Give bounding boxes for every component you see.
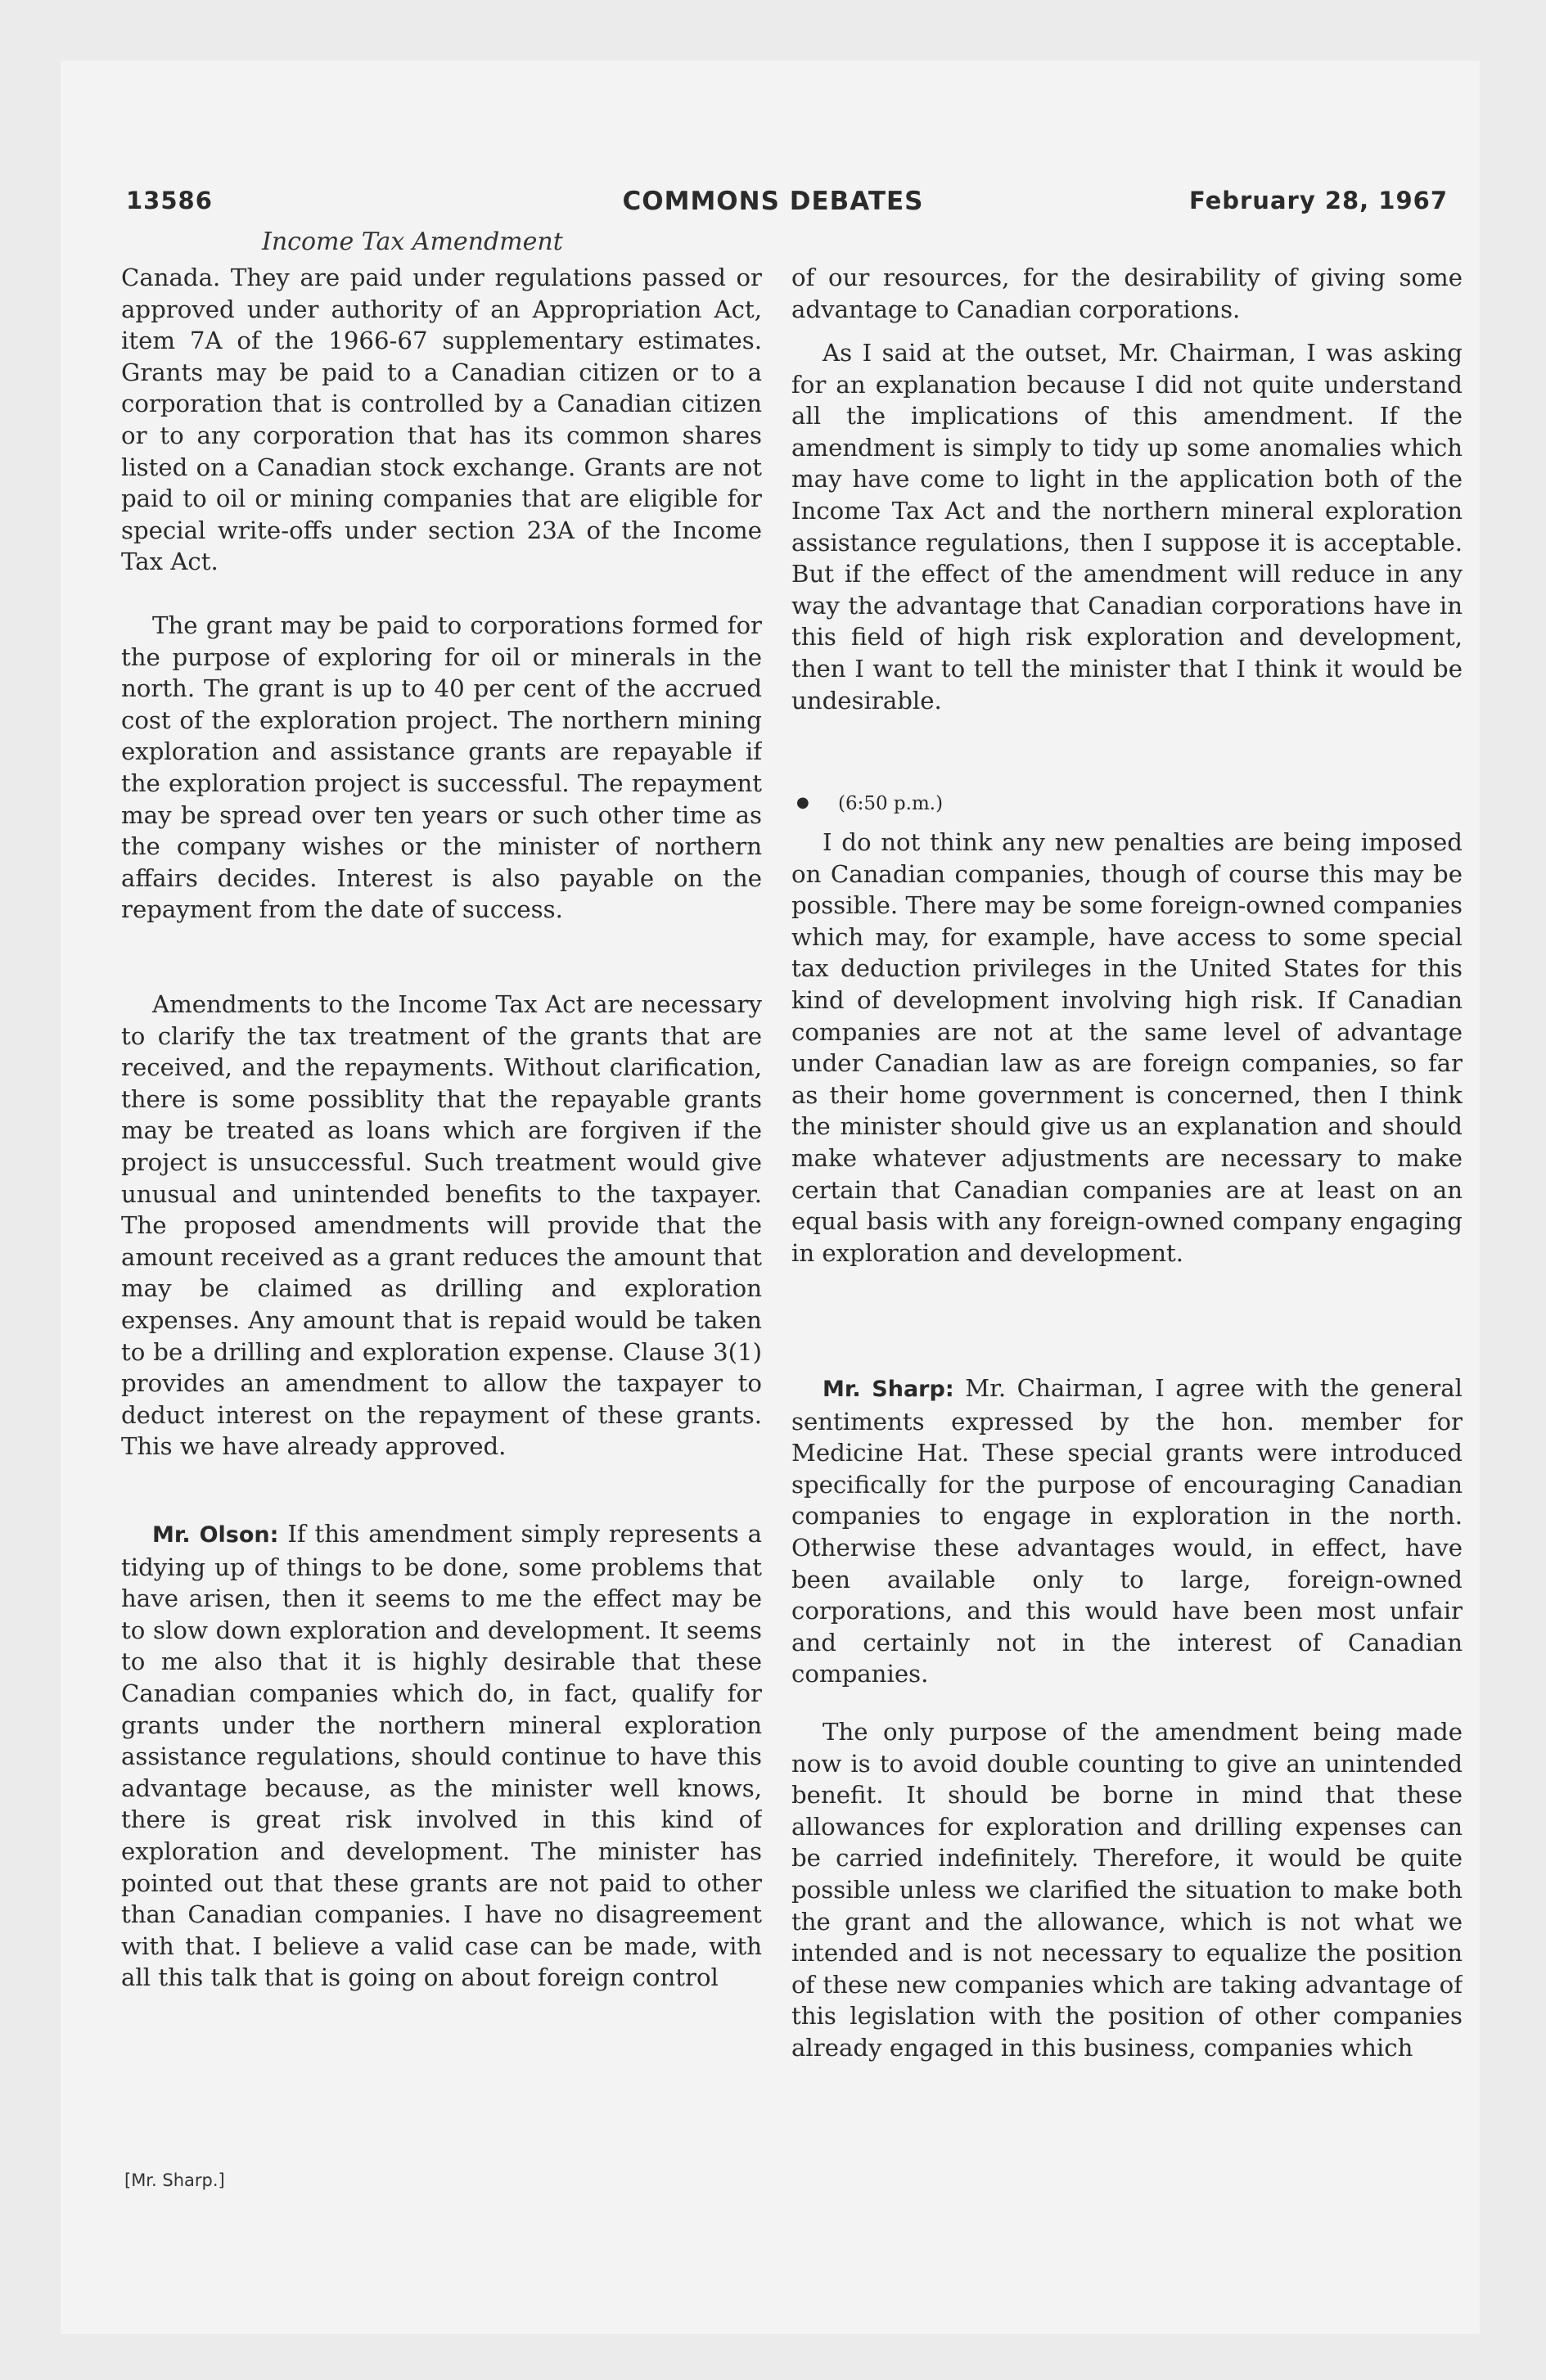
left-column [121,262,762,2161]
paragraph: The grant may be paid to corporations formed for the purpose of exploring for oil or minerals in the north. The grant is up to 40 per cent of the accrued cost of the exploration project. The northern mining exploration and assistance grants are repayable if the exploration project is successful. The repayment may be spread over ten years or such other time as the company wishes or the minister of northern affairs decides. Interest is also payable on the repayment from the date of success. [121,611,762,924]
speaker-name: Mr. Olson: [152,1522,279,1548]
bullet-icon: ● [796,793,809,811]
paragraph: of our resources, for the desirability of giving some advantage to Canadian corporations. [791,264,1463,323]
speech-text: If this amendment simply represents a tidying up of things to be done, some problems that have arisen, then it seems to me the effect may be to slow down exploration and development. It seems to me also that it is highly desirable that these Canadian companies which do, in fact, qualify for grants under the northern mineral exploration assistance regulations, should continue to have this advantage because, as the minister well knows, there is great risk involved in this kind of exploration and development. The minister has pointed out that these grants are not paid to other than Canadian companies. I have no disagreement with that. I believe a valid case can be made, with all this talk that is going on about foreign control [121,1520,762,1992]
paragraph: Canada. They are paid under regulations passed or approved under authority of an Appropriation Act, item 7A of the 1966-67 supplementary estimates. Grants may be paid to a Canadian citizen or to a corporation that is controlled by a Canadian citizen or to any corporation that has its common shares listed on a Canadian stock exchange. Grants are not paid to oil or mining companies that are eligible for special write-offs under section 23A of the Income Tax Act. [121,264,762,576]
paragraph: As I said at the outset, Mr. Chairman, I was asking for an explanation because I did not quite understand all the implications of this amendment. If the amendment is simply to tidy up some anomalies which may have come to light in the application both of the Income Tax Act and the northern mineral exploration assistance regulations, then I suppose it is acceptable. But if the effect of the amendment will reduce in any way the advantage that Canadian corporations have in this field of high risk exploration and development, then I want to tell the minister that I think it would be undesirable. [791,339,1463,714]
speech-text: Mr. Chairman, I agree with the general sentiments expressed by the hon. member for Medicine Hat. These special grants were introduced specifically for the purpose of encouraging Canadian companies to engage in exploration in the north. Otherwise these advantages would, in effect, have been available only to large, foreign-owned corporations, and this would have been most unfair and certainly not in the interest of Canadian companies. [791,1374,1463,1688]
time-label: (6:50 p.m.) [838,793,944,814]
right-column [791,262,1463,2161]
speech-olson [121,1518,762,1994]
page-number: 13586 [126,187,213,214]
page-footer: [Mr. Sharp.] [124,2170,225,2190]
paragraph: Amendments to the Income Tax Act are necessary to clarify the tax treatment of the grants that are received, and the repayments. Without clarification, there is some possiblity that the repayable grants may be treated as loans which are forgiven if the project is unsuccessful. Such treatment would give unusual and unintended benefits to the taxpayer. The proposed amendments will provide that the amount received as a grant reduces the amount that may be claimed as drilling and exploration expenses. Any amount that is repaid would be taken to be a drilling and exploration expense. Clause 3(1) provides an amendment to allow the taxpayer to deduct interest on the repayment of these grants. This we have already approved. [121,990,762,1461]
speaker-name: Mr. Sharp: [823,1377,954,1402]
page-title: COMMONS DEBATES [622,187,924,216]
speech-sharp [791,1373,1463,1690]
page-date: February 28, 1967 [1188,187,1448,214]
paragraph: I do not think any new penalties are being imposed on Canadian companies, though of course this may be possible. There may be some foreign-owned companies which may, for example, have access to some special tax deduction privileges in the United States for this kind of development involving high risk. If Canadian companies are not at the same level of advantage under Canadian law as are foreign companies, so far as their home government is concerned, then I think the minister should give us an explanation and should make whatever adjustments are necessary to make certain that Canadian companies are at least on an equal basis with any foreign-owned company engaging in exploration and development. [791,828,1463,1267]
section-subheading: Income Tax Amendment [262,228,563,256]
paragraph: The only purpose of the amendment being made now is to avoid double counting to give an unintended benefit. It should be borne in mind that these allowances for exploration and drilling expenses can be carried indefinitely. Therefore, it would be quite possible unless we clarified the situation to make both the grant and the allowance, which is not what we intended and is not necessary to equalize the position of these new companies which are taking advantage of this legislation with the position of other companies already engaged in this business, companies which [791,1718,1463,2062]
time-stamp [791,786,1463,820]
